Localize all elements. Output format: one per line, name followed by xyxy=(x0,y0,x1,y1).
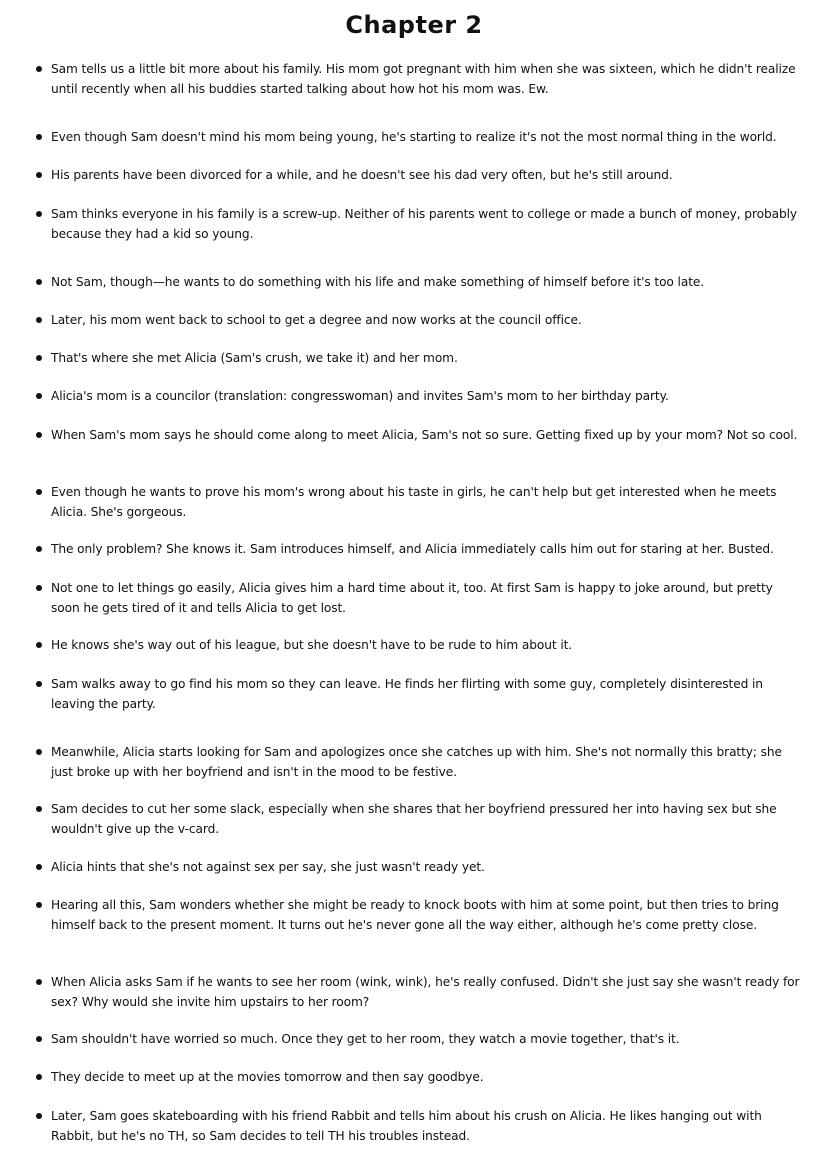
bullet-dot-icon xyxy=(36,1113,42,1119)
bullet-dot-icon xyxy=(36,1036,42,1042)
bullet-text: Not one to let things go easily, Alicia gives him a hard time about it, too. At first Sam is happy to joke around, but pretty soon he gets tired of it and tells Alicia to get lost. xyxy=(51,581,773,615)
bullet-text: Not Sam, though—he wants to do something with his life and make something of himself before it's too late. xyxy=(51,275,705,289)
bullet-dot-icon xyxy=(36,681,42,687)
bullet-text: His parents have been divorced for a while, and he doesn't see his dad very often, but he's still around. xyxy=(51,168,673,182)
bullet-dot-icon xyxy=(36,1074,42,1080)
bullet-dot-icon xyxy=(36,979,42,985)
bullet-dot-icon xyxy=(36,432,42,438)
bullet-dot-icon xyxy=(36,902,42,908)
chapter-title: Chapter 2 xyxy=(345,11,483,39)
bullet-text: The only problem? She knows it. Sam introduces himself, and Alicia immediately calls him out for staring at her. Busted. xyxy=(51,542,774,556)
bullet-text: Sam tells us a little bit more about his family. His mom got pregnant with him when she was sixteen, which he didn't realize until recently when all his buddies started talking about how hot his mom was. Ew. xyxy=(51,62,796,96)
bullet-text: Hearing all this, Sam wonders whether she might be ready to knock boots with him at some point, but then tries to bring himself back to the present moment. It turns out he's never gone all the way either, although he's come pretty close. xyxy=(51,898,779,932)
bullet-text: Sam decides to cut her some slack, especially when she shares that her boyfriend pressured her into having sex but she wouldn't give up the v-card. xyxy=(51,802,777,836)
bullet-dot-icon xyxy=(36,172,42,178)
bullet-text: Later, Sam goes skateboarding with his friend Rabbit and tells him about his crush on Alicia. He likes hanging out with Rabbit, but he's no TH, so Sam decides to tell TH his troubles instead. xyxy=(51,1109,762,1143)
bullet-text: Sam shouldn't have worried so much. Once they get to her room, they watch a movie together, that's it. xyxy=(51,1032,680,1046)
bullet-dot-icon xyxy=(36,546,42,552)
bullet-text: Even though he wants to prove his mom's wrong about his taste in girls, he can't help but get interested when he meets Alicia. She's gorgeous. xyxy=(51,485,777,519)
bullet-dot-icon xyxy=(36,642,42,648)
bullet-text: They decide to meet up at the movies tomorrow and then say goodbye. xyxy=(51,1070,484,1084)
bullet-dot-icon xyxy=(36,279,42,285)
bullet-text: Sam thinks everyone in his family is a screw-up. Neither of his parents went to college or made a bunch of money, probably because they had a kid so young. xyxy=(51,207,797,241)
bullet-text: Even though Sam doesn't mind his mom being young, he's starting to realize it's not the most normal thing in the world. xyxy=(51,130,777,144)
bullet-dot-icon xyxy=(36,864,42,870)
bullet-text: Alicia's mom is a councilor (translation: congresswoman) and invites Sam's mom to her birthday party. xyxy=(51,389,669,403)
bullet-dot-icon xyxy=(36,211,42,217)
bullet-text: When Sam's mom says he should come along to meet Alicia, Sam's not so sure. Getting fixed up by your mom? Not so cool. xyxy=(51,428,798,442)
bullet-text: Sam walks away to go find his mom so they can leave. He finds her flirting with some guy, completely disinterested in leaving the party. xyxy=(51,677,763,711)
bullet-text: That's where she met Alicia (Sam's crush, we take it) and her mom. xyxy=(51,351,458,365)
bullet-dot-icon xyxy=(36,585,42,591)
bullet-dot-icon xyxy=(36,393,42,399)
bullet-text: When Alicia asks Sam if he wants to see her room (wink, wink), he's really confused. Didn't she just say she wasn't ready for sex? Why would she invite him upstairs to her room? xyxy=(51,975,800,1009)
bullet-dot-icon xyxy=(36,489,42,495)
bullet-text: Later, his mom went back to school to get a degree and now works at the council office. xyxy=(51,313,582,327)
bullet-dot-icon xyxy=(36,66,42,72)
bullet-dot-icon xyxy=(36,806,42,812)
bullet-dot-icon xyxy=(36,749,42,755)
bullet-text: He knows she's way out of his league, but she doesn't have to be rude to him about it. xyxy=(51,638,573,652)
bullet-text: Meanwhile, Alicia starts looking for Sam and apologizes once she catches up with him. She's not normally this bratty; she just broke up with her boyfriend and isn't in the mood to be festive. xyxy=(51,745,782,779)
bullet-dot-icon xyxy=(36,355,42,361)
bullet-text: Alicia hints that she's not against sex per say, she just wasn't ready yet. xyxy=(51,860,485,874)
bullet-dot-icon xyxy=(36,317,42,323)
bullet-dot-icon xyxy=(36,134,42,140)
